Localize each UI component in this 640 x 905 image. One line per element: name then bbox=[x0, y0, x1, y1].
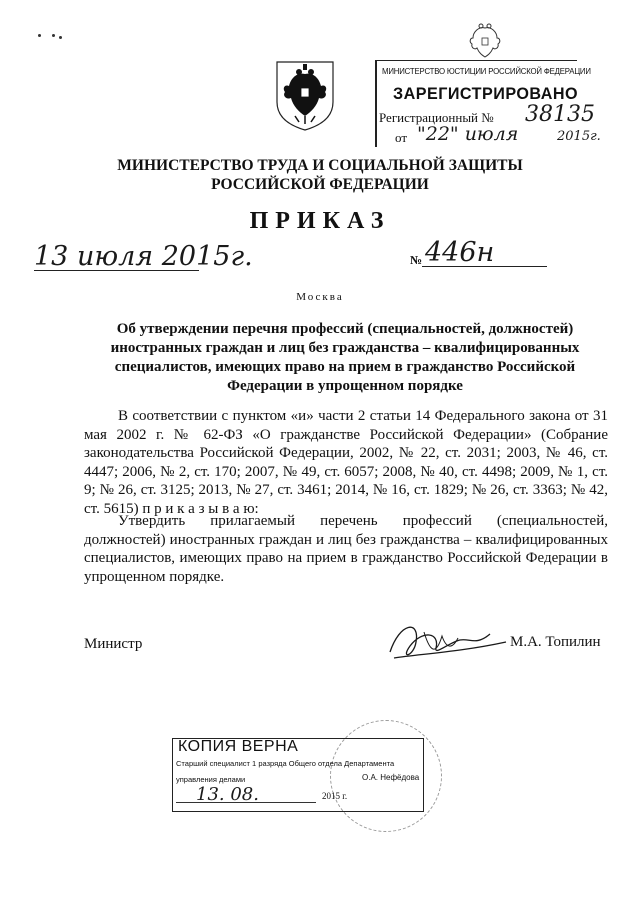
stamp-year-value: 2015г. bbox=[557, 129, 601, 144]
copy-stamp-title: КОПИЯ ВЕРНА bbox=[178, 738, 299, 755]
paragraph-basis: В соответствии с пунктом «и» части 2 статьи 14 Федерального закона от 31 мая 2002 г. № 62-ФЗ «О гражданстве Российской Федерации» (Собрание законодательства Российской Федерации, 2002, № 22, ст. 2031; 2003, № 46, ст. 4447; 2006, № 2, ст. 170; 2007, № 49, ст. 6057; 2008, № 40, ст. 4498; 2009, № 1, ст. 9; № 26, ст. 3125; 2013, № 27, ст. 3461; 2014, № 16, ст. 1829; № 26, ст. 3363; № 42, ст. 5615) п р и к а з ы в а ю: bbox=[84, 408, 608, 517]
scan-speck bbox=[38, 34, 41, 37]
minister-title: Министр bbox=[84, 636, 143, 652]
order-subject: Об утверждении перечня профессий (специальностей, должностей) иностранных граждан и лиц без гражданства – квалифицированных специалистов, имеющих право на прием в гражданство Российской Федерации в упрощенном порядке bbox=[110, 321, 580, 394]
russian-emblem-icon bbox=[273, 58, 337, 132]
stamp-date-value: "22" июля bbox=[417, 123, 519, 145]
date-underline bbox=[34, 270, 199, 271]
scan-speck bbox=[59, 36, 62, 39]
stamp-date-label: от bbox=[395, 130, 408, 145]
stamp-reg-number-label: Регистрационный № bbox=[379, 110, 494, 125]
ministry-name-line2: РОССИЙСКОЙ ФЕДЕРАЦИИ bbox=[211, 176, 429, 193]
copy-stamp-name: О.А. Нефёдова bbox=[362, 773, 420, 782]
copy-stamp-year: 2015 г. bbox=[322, 791, 348, 801]
copy-date-underline bbox=[176, 802, 316, 803]
copy-stamp-position: Старший специалист 1 разряда Общего отдела Департамента bbox=[176, 759, 395, 768]
paragraph-decision: Утвердить прилагаемый перечень профессий (специальностей, должностей) иностранных граждан и лиц без гражданства – квалифицированных специалистов, имеющих право на прием в гражданство Российской Федерации в упрощенном порядке. bbox=[84, 513, 608, 585]
ministry-name-line1: МИНИСТЕРСТВО ТРУДА И СОЦИАЛЬНОЙ ЗАЩИТЫ bbox=[117, 157, 523, 174]
signature-icon bbox=[380, 612, 510, 672]
city: Москва bbox=[296, 291, 344, 303]
order-number: 446н bbox=[425, 237, 495, 268]
stamp-reg-number-value: 38135 bbox=[525, 102, 595, 127]
document-type: ПРИКАЗ bbox=[249, 208, 391, 234]
copy-stamp-department: управления делами bbox=[176, 775, 246, 784]
scan-speck bbox=[52, 34, 55, 37]
order-number-label: № bbox=[410, 253, 423, 267]
registration-stamp bbox=[365, 20, 601, 148]
minister-name: М.А. Топилин bbox=[510, 634, 601, 650]
stamp-registered-label: ЗАРЕГИСТРИРОВАНО bbox=[393, 84, 579, 103]
number-underline bbox=[422, 266, 547, 267]
copy-stamp-date: 13. 08. bbox=[196, 784, 259, 805]
stamp-organization: МИНИСТЕРСТВО ЮСТИЦИИ РОССИЙСКОЙ ФЕДЕРАЦИИ bbox=[382, 66, 591, 76]
small-emblem-icon bbox=[463, 20, 507, 60]
order-date: 13 июля 2015г. bbox=[34, 241, 253, 272]
